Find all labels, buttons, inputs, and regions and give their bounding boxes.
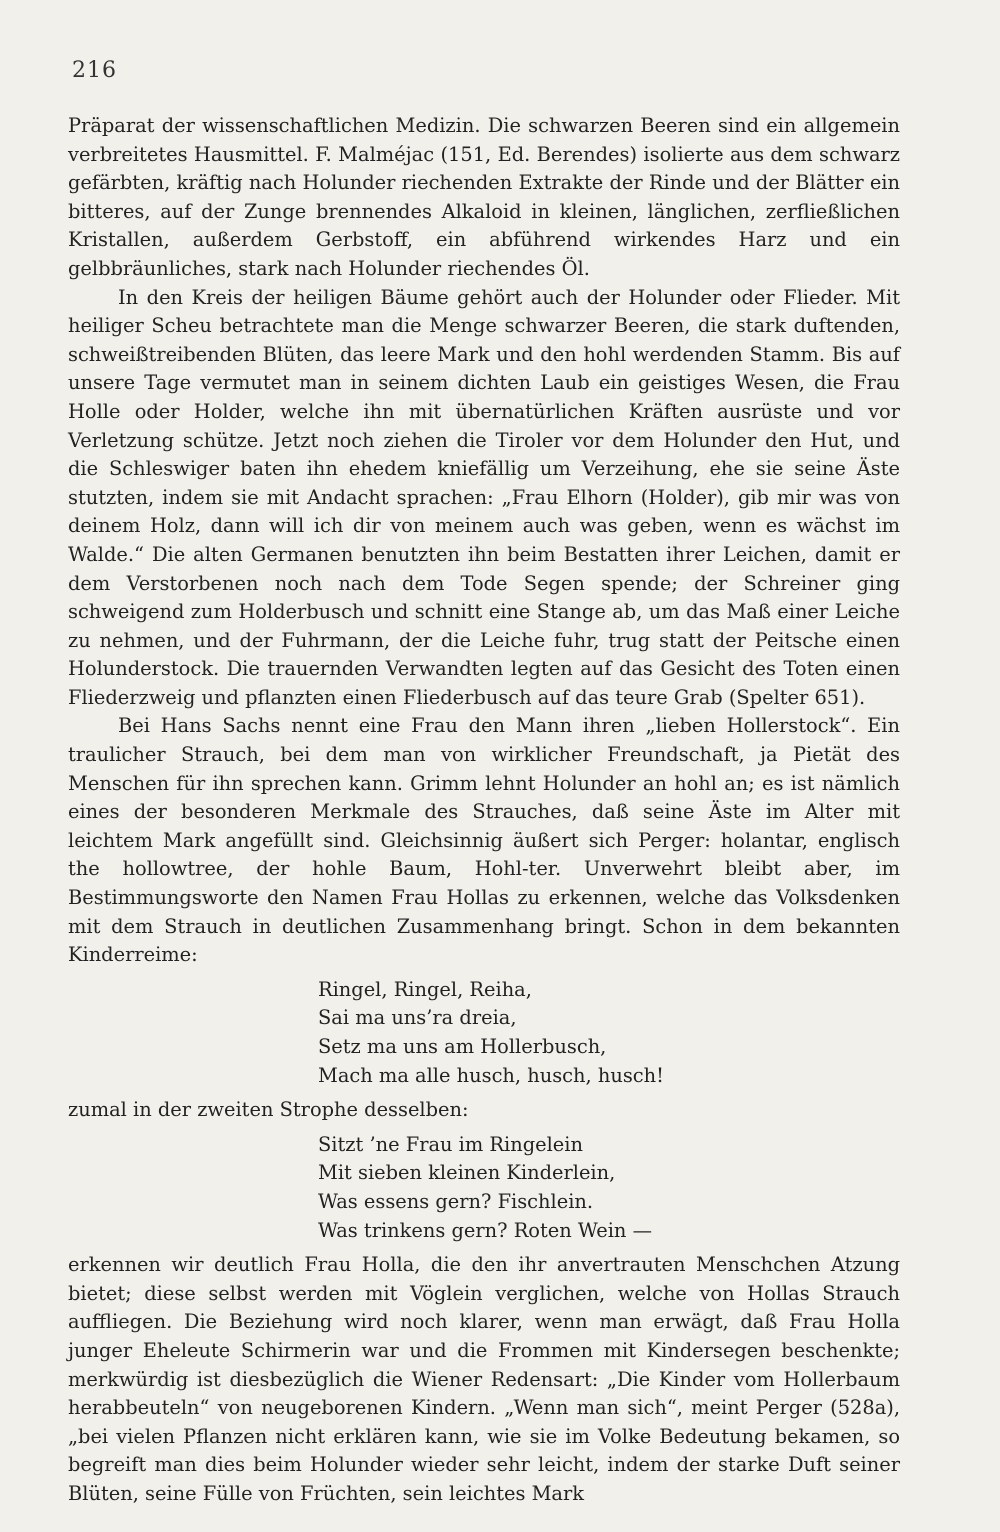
paragraph-3: Bei Hans Sachs nennt eine Frau den Mann ihren „lieben Hollerstock“. Ein traulicher Strauch, bei dem man von wirklicher Freundschaft, ja Pietät des Menschen für ihn sprechen kann. Grimm lehnt Holunder an hohl an; es ist nämlich eines der besonderen Merkmale des Strauches, daß seine Äste im Alter mit leichtem Mark angefüllt sind. Gleichsinnig äußert sich Perger: holantar, englisch the hollowtree, der hohle Baum, Hohl-ter. Unverwehrt bleibt aber, im Bestimmungsworte den Namen Frau Hollas zu erkennen, welche das Volksdenken mit dem Strauch in deutlichen Zusammenhang bringt. Schon in dem bekannten Kinderreime: <box>68 714 900 967</box>
body-text <box>68 112 900 1509</box>
poem-line: Mit sieben kleinen Kinderlein, <box>318 1161 616 1185</box>
poem-line: Setz ma uns am Hollerbusch, <box>318 1035 607 1058</box>
paragraph-2: In den Kreis der heiligen Bäume gehört auch der Holunder oder Flieder. Mit heiliger Scheu betrachtete man die Menge schwarzer Beeren, die stark duftenden, schweißtreibenden Blüten, das leere Mark und den hohl werdenden Stamm. Bis auf unsere Tage vermutet man in seinem dichten Laub ein geistiges Wesen, die Frau Holle oder Holder, welche ihn mit übernatürlichen Kräften ausrüste und vor Verletzung schütze. Jetzt noch ziehen die Tiroler vor dem Holunder den Hut, und die Schleswiger baten ihn ehedem kniefällig um Verzeihung, ehe sie seine Äste stutzten, indem sie mit Andacht sprachen: „Frau Elhorn (Holder), gib mir was von deinem Holz, dann will ich dir von meinem auch was geben, wenn es wächst im Walde.“ Die alten Germanen benutzten ihn beim Bestatten ihrer Leichen, damit er dem Verstorbenen noch nach dem Tode Segen spende; der Schreiner ging schweigend zum Holderbusch und schnitt eine Stange ab, um das Maß einer Leiche zu nehmen, und der Fuhrmann, der die Leiche fuhr, trug statt der Peitsche einen Holunderstock. Die trauernden Verwandten legten auf das Gesicht des Toten einen Fliederzweig und pflanzten einen Fliederbusch auf das teure Grab (Spelter 651). <box>68 285 900 709</box>
paragraph-4: zumal in der zweiten Strophe desselben: <box>68 1098 469 1122</box>
poem-line: Was trinkens gern? Roten Wein — <box>318 1218 652 1242</box>
poem-line: Sai ma uns’ra dreia, <box>318 1006 517 1030</box>
page-number: 216 <box>72 58 117 83</box>
poem-line: Ringel, Ringel, Reiha, <box>318 977 532 1001</box>
poem-line: Was essens gern? Fischlein. <box>318 1189 594 1213</box>
paragraph-5: erkennen wir deutlich Frau Holla, die den ihr anvertrauten Menschchen Atzung bietet; diese selbst werden mit Vöglein verglichen, welche von Hollas Strauch auffliegen. Die Beziehung wird noch klarer, wenn man erwägt, daß Frau Holla junger Eheleute Schirmerin war und die Frommen mit Kindersegen beschenkte; merkwürdig ist diesbezüglich die Wiener Redensart: „Die Kinder vom Hollerbaum herabbeuteln“ von neugeborenen Kindern. „Wenn man sich“, meint Perger (528a), „bei vielen Pflanzen nicht erklären kann, wie sie im Volke Bedeutung bekamen, so begreift man dies beim Holunder wieder sehr leicht, indem der starke Duft seiner Blüten, seine Fülle von Früchten, sein leichtes Mark <box>68 1253 900 1505</box>
nursery-rhyme-stanza-2 <box>318 1131 900 1245</box>
poem-line: Mach ma alle husch, husch, husch! <box>318 1063 664 1087</box>
paragraph-1: Präparat der wissenschaftlichen Medizin. Die schwarzen Beeren sind ein allgemein verbreitetes Hausmittel. F. Malméjac (151, Ed. Berendes) isolierte aus dem schwarz gefärbten, kräftig nach Holunder riechenden Extrakte der Rinde und der Blätter ein bitteres, auf der Zunge brennendes Alkaloid in kleinen, länglichen, zerfließlichen Kristallen, außerdem Gerbstoff, ein abführend wirkendes Harz und ein gelbbräunliches, stark nach Holunder riechendes Öl. <box>68 114 900 280</box>
nursery-rhyme-stanza-1 <box>318 976 900 1090</box>
poem-line: Sitzt ’ne Frau im Ringelein <box>318 1132 583 1156</box>
